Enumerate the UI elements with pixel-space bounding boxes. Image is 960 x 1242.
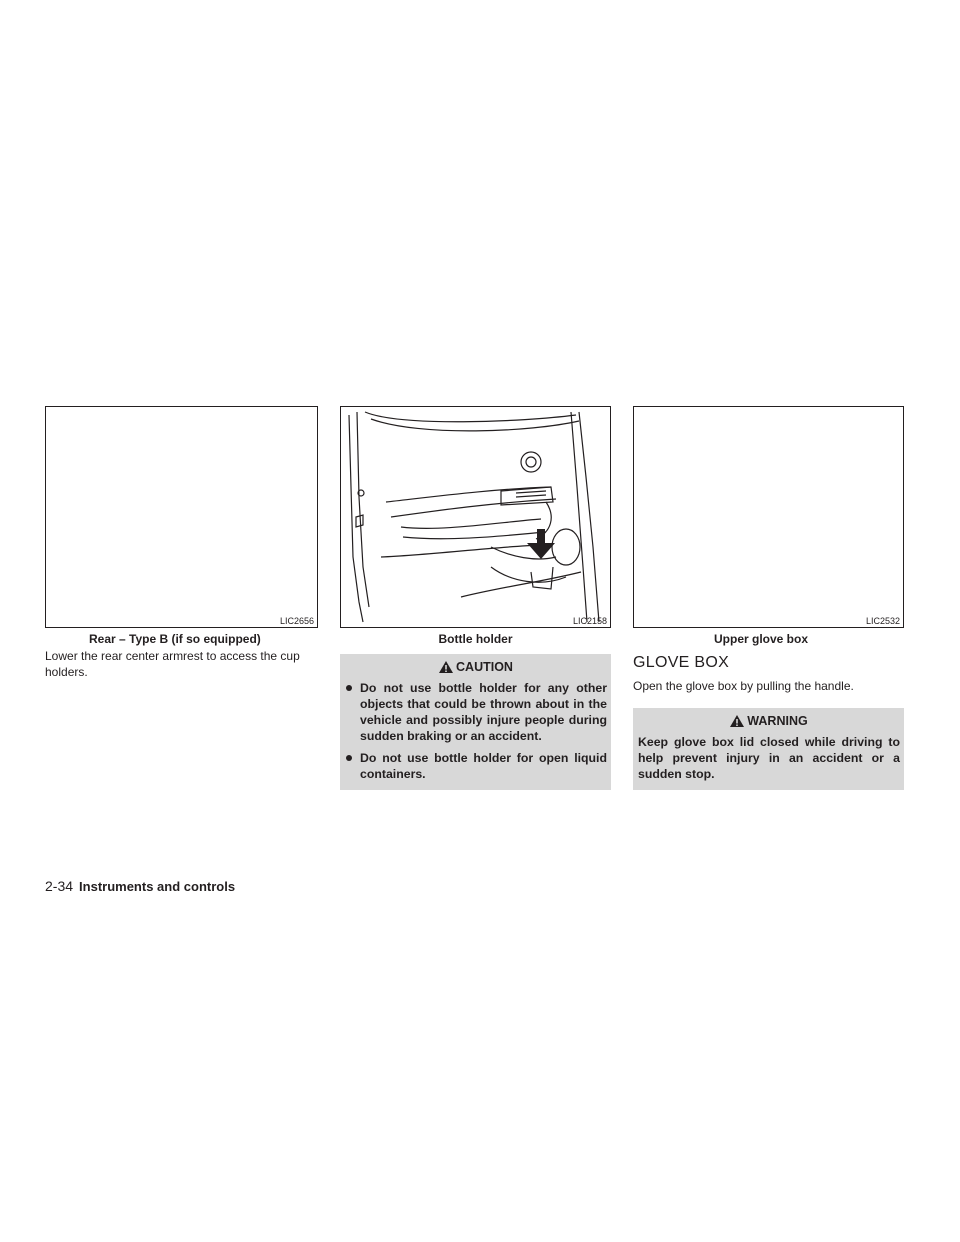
section-title: Instruments and controls (79, 879, 236, 894)
section-heading: GLOVE BOX (633, 654, 730, 671)
column-middle (340, 406, 611, 790)
glove-box-paragraph: Open the glove box by pulling the handle. (633, 679, 854, 693)
bullet (346, 755, 352, 761)
column-right (633, 406, 904, 790)
armrest-paragraph: Lower the rear center armrest to access the cup holders. (45, 649, 300, 679)
figure-code: LIC2656 (279, 616, 314, 626)
caution-item-text: Do not use bottle holder for open liquid containers. (360, 751, 607, 781)
caution-label: CAUTION (456, 660, 513, 674)
warning-title (633, 712, 904, 730)
warning-triangle-icon (438, 660, 454, 674)
figure-caption: Upper glove box (714, 632, 809, 646)
page-footer (45, 877, 235, 896)
caution-item-text: Do not use bottle holder for any other objects that could be thrown about in the vehicle and possibly injure people during sudden braking or an accident. (360, 681, 607, 743)
figure-caption: Bottle holder (438, 632, 513, 646)
warning-box (633, 708, 904, 790)
caution-list (340, 680, 611, 782)
figure-bottle-holder (340, 406, 611, 628)
warning-label: WARNING (747, 714, 808, 728)
warning-text: Keep glove box lid closed while driving to help prevent injury in an accident or a sudden stop. (638, 735, 900, 781)
caution-box (340, 654, 611, 790)
warning-triangle-icon (729, 714, 745, 728)
figure-code: LIC2158 (572, 616, 607, 626)
figure-upper-glove-box (633, 406, 904, 628)
column-left (45, 406, 318, 680)
figure-rear-type-b (45, 406, 318, 628)
figure-caption: Rear – Type B (if so equipped) (89, 632, 261, 646)
figure-code: LIC2532 (865, 616, 900, 626)
caution-title (340, 658, 611, 676)
caution-item (344, 750, 607, 782)
caution-item (344, 680, 607, 744)
bullet (346, 685, 352, 691)
page-number: 2-34 (45, 878, 74, 894)
door-panel-illustration (341, 407, 610, 627)
